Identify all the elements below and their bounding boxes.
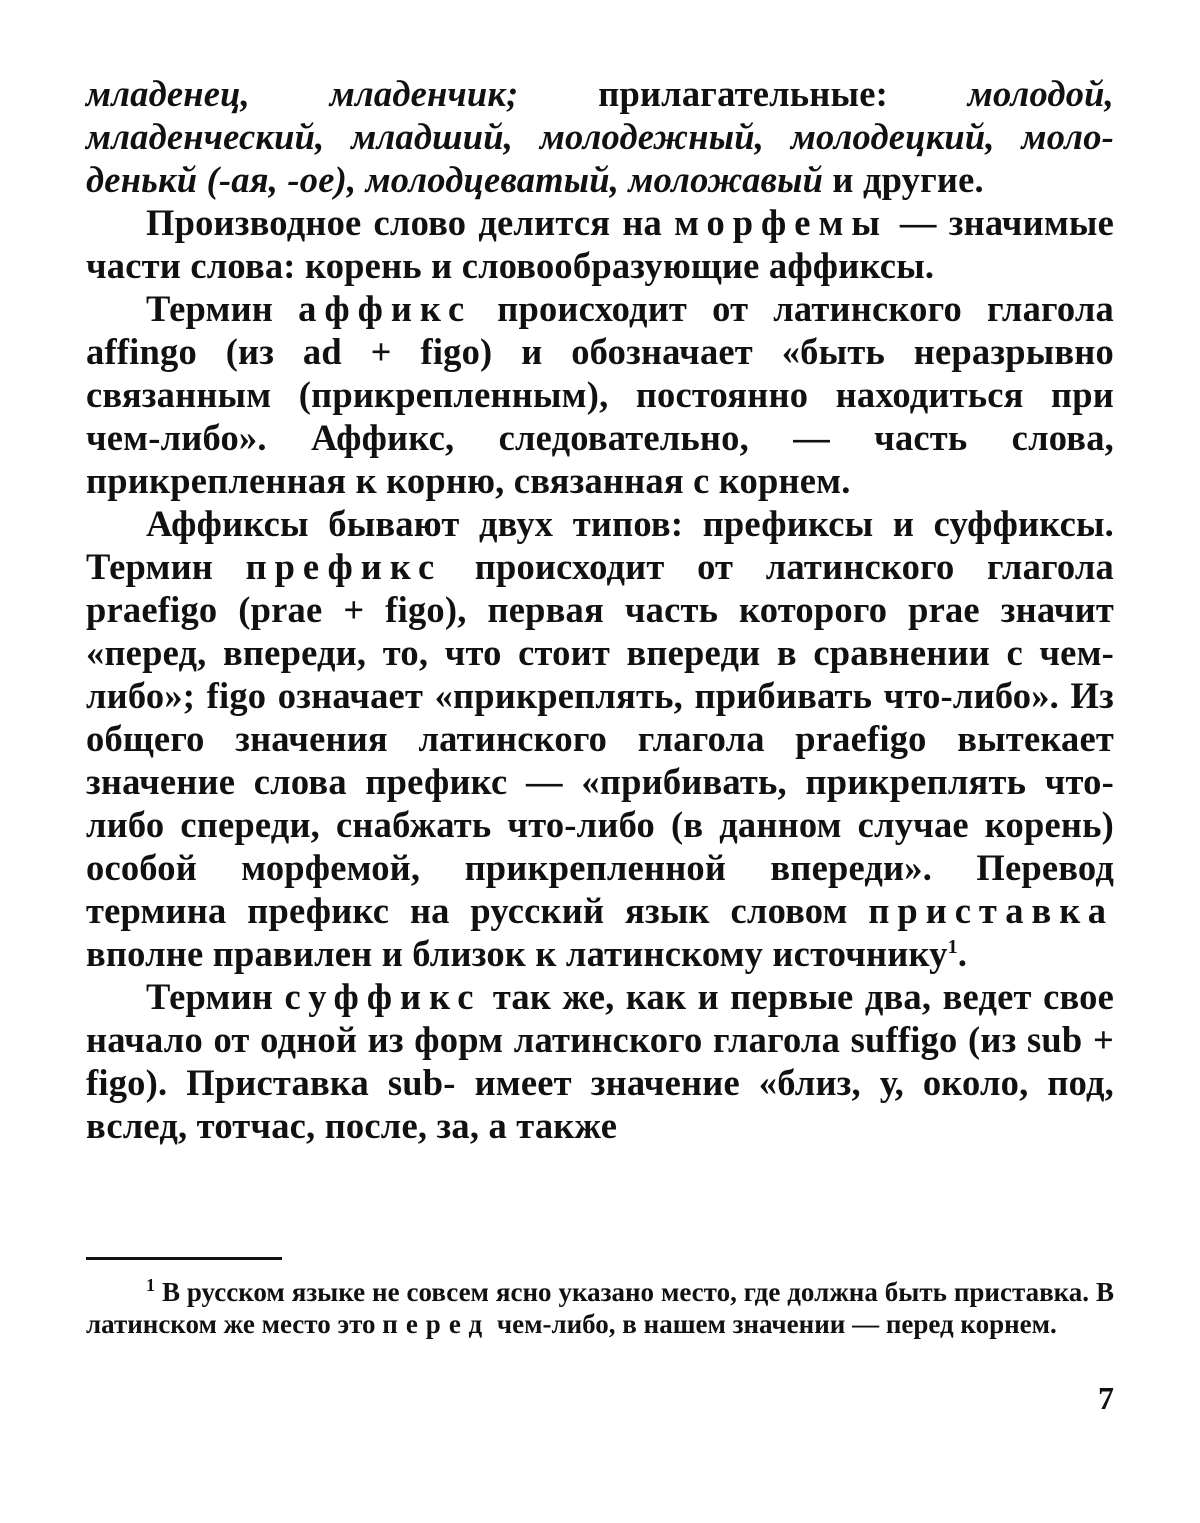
spaced-term: морфемы [674, 202, 888, 243]
text-run: . [957, 933, 968, 974]
text-run: прилагательные: [518, 73, 968, 114]
paragraph [86, 72, 1114, 201]
text-run: Термин [146, 288, 299, 329]
paragraph [86, 201, 1114, 287]
book-page [86, 72, 1114, 1492]
text-run: Аффиксы бывают двух типов: префиксы и суффиксы. Термин [86, 503, 1114, 587]
spaced-term: приставка [868, 890, 1114, 931]
text-run: чем-либо, в нашем значении — перед корнем. [490, 1309, 1057, 1339]
text-run: происходит от латинского глагола affingo (из ad + figo) и обозначает «быть неразрывно связанным (прикрепленным), постоянно находиться при чем-либо». Аффикс, следовательно, — часть слова, прикрепленная к корню, связанная с корнем. [86, 288, 1114, 501]
footnote [86, 1276, 1114, 1340]
text-run: происходит от латинского глагола praefigo (prae + figo), первая часть которого prae значит «перед, впереди, то, что стоит впереди в сравнении с чем-либо»; figo означает «прикреплять, прибивать что-либо». Из общего значения латинского глагола praefigo вытекает значение слова префикс — «прибивать, прикреплять что-либо спереди, снабжать что-либо (в данном случае корень) особой морфемой, прикрепленной впереди». Перевод термина префикс на русский язык словом [86, 546, 1114, 931]
text-run: и другие. [823, 159, 984, 200]
footnote-separator [86, 1257, 282, 1260]
text-run: так же, как и первые два, ведет свое начало от одной из форм латинского глагола suffigo (из sub + figo). Приставка sub- имеет значение «близ, у, около, под, вслед, тотчас, после, за, а также [86, 976, 1115, 1146]
footnote-reference: 1 [947, 935, 958, 958]
text-run: — значимые части слова: корень и словообразующие аффиксы. [86, 202, 1114, 286]
body-text [86, 72, 1114, 1147]
page-number: 7 [1098, 1380, 1114, 1416]
spaced-term: аффикс [298, 288, 473, 329]
spaced-term: префикс [245, 546, 443, 587]
spaced-term: суффикс [284, 976, 482, 1017]
text-run: вполне правилен и близок к латинскому источнику [86, 933, 948, 974]
text-run: В русском языке не совсем ясно указано место, где должна быть приставка. В латинском же место это [86, 1277, 1114, 1339]
footnote-mark: 1 [146, 1275, 155, 1295]
spaced-term: перед [382, 1309, 491, 1339]
text-run: Производное слово делится на [146, 202, 675, 243]
paragraph [86, 975, 1114, 1147]
paragraph [86, 502, 1114, 975]
italic-text: молодой, младенческий, младший, молодежный, молодецкий, моло-денькй (-ая, -ое), молодцеватый, моложавый [86, 73, 1114, 200]
text-run: Термин [146, 976, 285, 1017]
paragraph [86, 287, 1114, 502]
italic-text: младенец, младенчик; [86, 73, 519, 114]
